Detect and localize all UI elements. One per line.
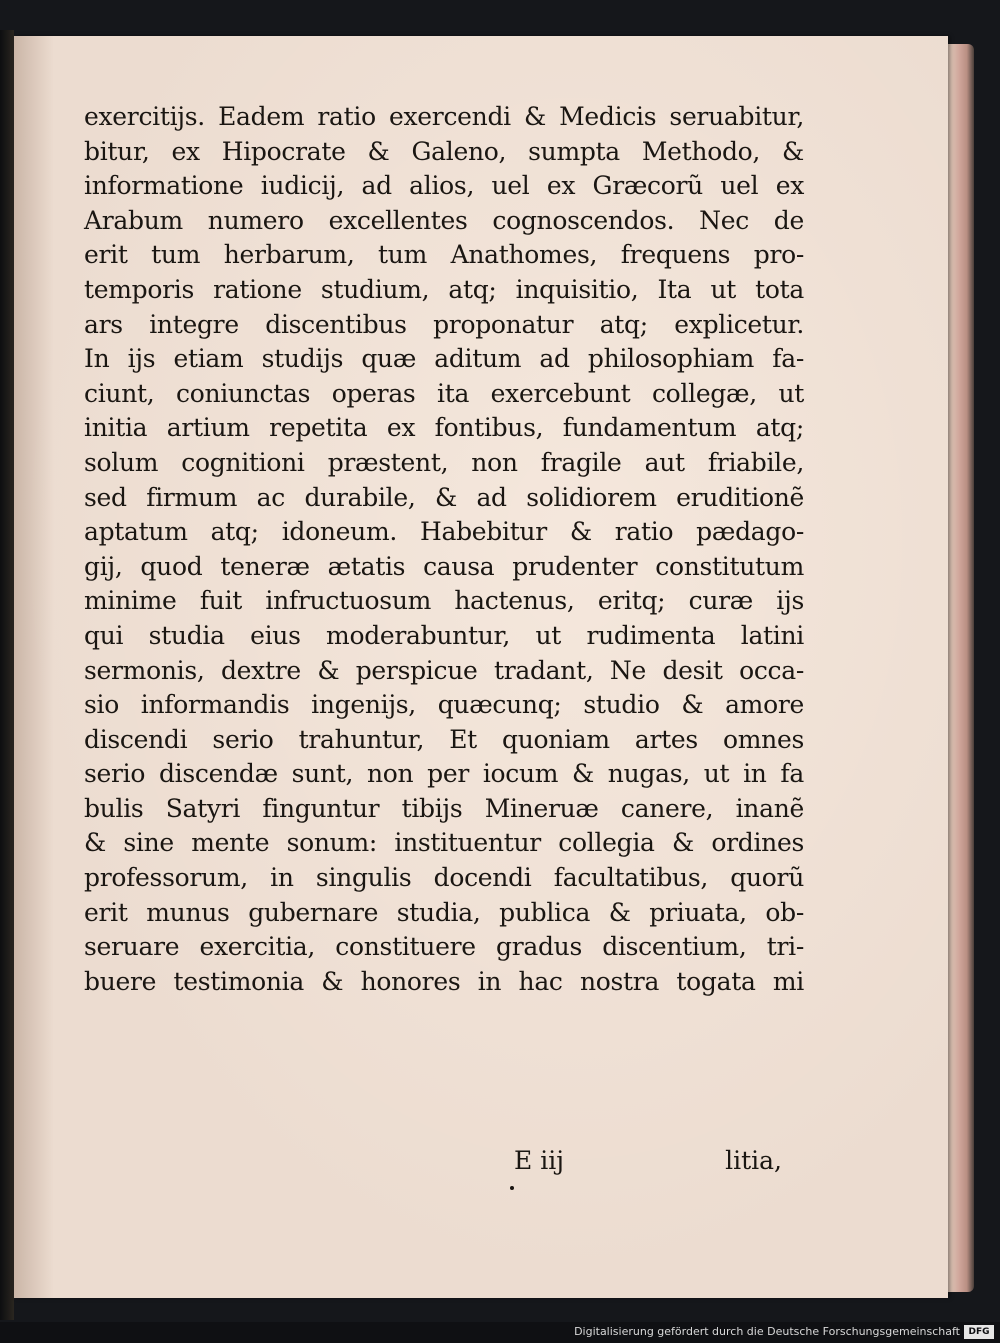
text-line: sed firmum ac durabile, & ad solidiorem eruditionẽ <box>84 482 804 512</box>
text-line: buere testimonia & honores in hac nostra togata mi <box>84 966 804 996</box>
funding-credit: Digitalisierung gefördert durch die Deutsche Forschungsgemeinschaft <box>574 1325 960 1338</box>
text-line: Arabum numero excellentes cognoscendos. Nec de <box>84 205 804 235</box>
signature-mark: E iij <box>514 1146 564 1175</box>
scanned-page <box>14 36 948 1298</box>
ink-dot <box>510 1186 514 1190</box>
text-line: sermonis, dextre & perspicue tradant, Ne desit occa- <box>84 655 804 685</box>
text-line: ciunt, coniunctas operas ita exercebunt collegæ, ut <box>84 378 804 408</box>
text-line: gij, quod teneræ ætatis causa prudenter constitutum <box>84 551 804 581</box>
text-line: discendi serio trahuntur, Et quoniam artes omnes <box>84 724 804 754</box>
catchword: litia, <box>725 1146 782 1175</box>
text-line: qui studia eius moderabuntur, ut rudimenta latini <box>84 620 804 650</box>
text-line: ars integre discentibus proponatur atq; explicetur. <box>84 309 804 339</box>
text-line: aptatum atq; idoneum. Habebitur & ratio pædago- <box>84 517 804 547</box>
text-line: seruare exercitia, constituere gradus discentium, tri- <box>84 932 804 962</box>
text-line: erit munus gubernare studia, publica & priuata, ob- <box>84 897 804 927</box>
text-line: serio discendæ sunt, non per iocum & nugas, ut in fa <box>84 759 804 789</box>
text-line: erit tum herbarum, tum Anathomes, frequens pro- <box>84 240 804 270</box>
text-line: exercitijs. Eadem ratio exercendi & Medicis seruabitur, <box>84 102 804 131</box>
text-line: & sine mente sonum: instituentur collegia & ordines <box>84 828 804 858</box>
text-line: bitur, ex Hipocrate & Galeno, sumpta Methodo, & <box>84 136 804 166</box>
text-line: In ijs etiam studijs quæ aditum ad philosophiam fa- <box>84 344 804 374</box>
text-line: solum cognitioni præstent, non fragile aut friabile, <box>84 447 804 477</box>
text-line: sio informandis ingenijs, quæcunq; studio & amore <box>84 690 804 720</box>
book-binding-edge <box>0 30 14 1320</box>
text-line: minime fuit infructuosum hactenus, eritq; curæ ijs <box>84 586 804 616</box>
text-line: professorum, in singulis docendi facultatibus, quorũ <box>84 863 804 893</box>
text-line: bulis Satyri finguntur tibijs Mineruæ canere, inanẽ <box>84 793 804 823</box>
text-line: temporis ratione studium, atq; inquisitio, Ita ut tota <box>84 274 804 304</box>
text-line: informatione iudicij, ad alios, uel ex Græcorũ uel ex <box>84 171 804 201</box>
text-line: initia artium repetita ex fontibus, fundamentum atq; <box>84 413 804 443</box>
body-text <box>84 100 804 999</box>
footer-bar <box>0 1322 1000 1343</box>
dfg-logo: DFG <box>964 1325 994 1339</box>
page-footer-row <box>84 1146 804 1182</box>
